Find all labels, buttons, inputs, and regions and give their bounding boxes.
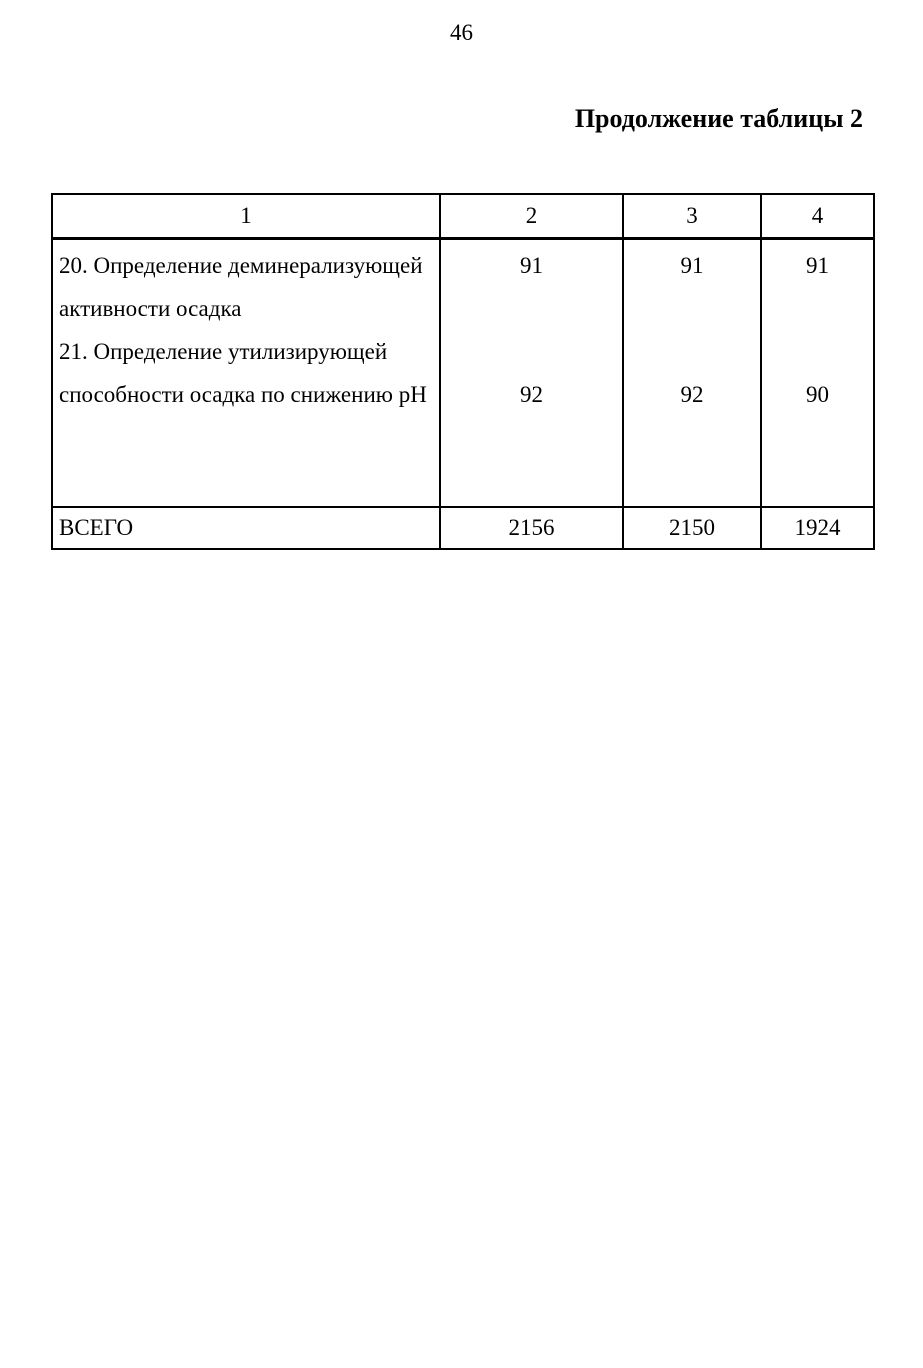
cell-value: 91 <box>520 253 543 278</box>
column-header: 1 <box>52 194 440 239</box>
column-header: 3 <box>623 194 761 239</box>
column-header: 2 <box>440 194 623 239</box>
cell-value: 92 <box>520 382 543 407</box>
cell-value: 91 <box>806 253 829 278</box>
total-value: 1924 <box>761 507 874 549</box>
row-label: 21. Определение утилизирующей способности осадка по снижению pH <box>59 339 427 407</box>
value-cell <box>761 239 874 508</box>
row-label-cell <box>52 239 440 508</box>
cell-value: 92 <box>680 382 704 407</box>
value-cell <box>623 239 761 508</box>
page-number: 46 <box>450 20 473 45</box>
total-row <box>52 507 874 549</box>
value-cell <box>440 239 623 508</box>
column-header: 4 <box>761 194 874 239</box>
total-value: 2156 <box>440 507 623 549</box>
cell-value: 90 <box>806 382 829 407</box>
cell-value: 91 <box>680 253 704 278</box>
header-row <box>52 194 874 239</box>
total-value: 2150 <box>623 507 761 549</box>
table-header <box>52 194 874 239</box>
total-label: ВСЕГО <box>52 507 440 549</box>
table-continuation-title: Продолжение таблицы 2 <box>574 104 863 133</box>
table-row <box>52 239 874 508</box>
row-label: 20. Определение деминерализующей активности осадка <box>59 253 423 321</box>
data-table <box>51 193 875 550</box>
table-body <box>52 239 874 550</box>
